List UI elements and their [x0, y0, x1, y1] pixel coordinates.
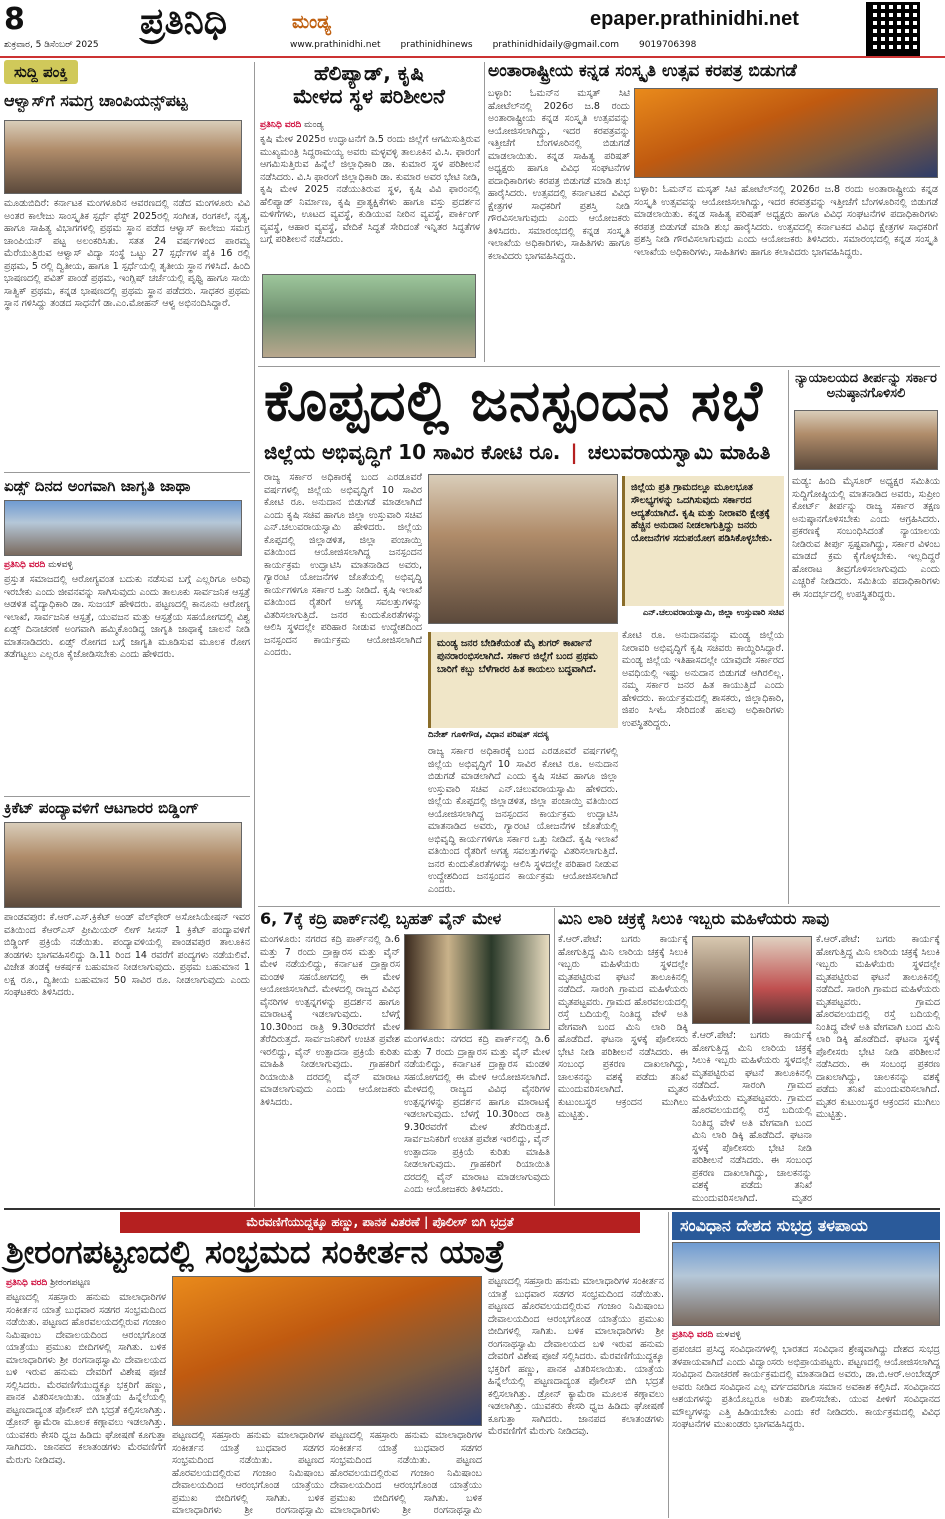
story-headline: ನ್ಯಾಯಾಲಯದ ತೀರ್ಪನ್ನು ಸರ್ಕಾರ ಅನುಷ್ಠಾನಗೊಳಿಸಲಿ	[795, 371, 937, 401]
headline-line: ಹೆಲಿಪ್ಯಾಡ್, ಕೃಷಿ	[313, 61, 425, 85]
dateline-place: ಮಳವಳ್ಳಿ	[716, 1330, 741, 1340]
story-headline: ಮಿನಿ ಲಾರಿ ಚಕ್ರಕ್ಕೆ ಸಿಲುಕಿ ಇಬ್ಬರು ಮಹಿಳೆಯರು ಸಾವು	[558, 909, 830, 928]
story-body-continued: ರಾಜ್ಯ ಸರ್ಕಾರ ಅಧಿಕಾರಕ್ಕೆ ಬಂದ ಎರಡೂವರೆ ವರ್ಷಗಳಲ್ಲಿ ಜಿಲ್ಲೆಯ ಅಭಿವೃದ್ಧಿಗೆ 10 ಸಾವಿರ ಕೋಟಿ ರೂ. ಅನುದಾನ ಬಿಡುಗಡೆ ಮಾಡಲಾಗಿದೆ ಎಂದು ಕೃಷಿ ಸಚಿವ ಹಾಗೂ ಜಿಲ್ಲಾ ಉಸ್ತುವಾರಿ ಸಚಿವ ಎನ್.ಚಲುವರಾಯಸ್ವಾಮಿ ಹೇಳಿದರು. ಜಿಲ್ಲೆಯ ಕೊಪ್ಪದಲ್ಲಿ ಜಿಲ್ಲಾಡಳಿತ, ಜಿಲ್ಲಾ ಪಂಚಾಯ್ತಿ ವತಿಯಿಂದ ಆಯೋಜಿಸಲಾಗಿದ್ದ ಜನಸ್ಪಂದನ ಕಾರ್ಯಕ್ರಮ ಉದ್ಘಾಟಿಸಿ ಮಾತನಾಡಿದ ಅವರು, ಗ್ಯಾರಂಟಿ ಯೋಜನೆಗಳ ಜೊತೆಯಲ್ಲಿ ಅಭಿವೃದ್ಧಿ ಕಾರ್ಯಗಳಿಗೂ ಸರ್ಕಾರ ಒತ್ತು ನೀಡಿದೆ. ಕೃಷಿ ಇಲಾಖೆ ವತಿಯಿಂದ ರೈತರಿಗೆ ಅಗತ್ಯ ಸವಲತ್ತುಗಳನ್ನು ವಿತರಿಸಲಾಗುತ್ತಿದೆ. ಜನರ ಕುಂದುಕೊರತೆಗಳನ್ನು ಆಲಿಸಿ ಸ್ಥಳದಲ್ಲೇ ಪರಿಹಾರ ನೀಡುವ ಉದ್ದೇಶದಿಂದ ಜನಸ್ಪಂದನ ಕಾರ್ಯಕ್ರಮ ಆಯೋಜಿಸಲಾಗಿದೆ ಎಂದರು.	[428, 746, 618, 895]
social-handle[interactable]: prathinidhinews	[400, 40, 473, 50]
story-headline: ಸಂವಿಧಾನ ದೇಶದ ಸುಭದ್ರ ತಳಪಾಯ	[672, 1212, 940, 1240]
news-photo	[4, 500, 242, 556]
column-rule	[668, 1212, 669, 1518]
story-body: ಮೂಡುಬಿದಿರೆ: ಕರ್ನಾಟಕ ಮಂಗಳೂರಿನ ಆವರಣದಲ್ಲಿ ನಡೆದ ಮಂಗಳೂರು ವಿವಿ ಅಂತರ ಕಾಲೇಜು ಸಾಂಸ್ಕೃತಿಕ ಸ್ಪರ್ಧೆ ಫೆಸ್ಟ್ 2025ರಲ್ಲಿ ಸಂಗೀತ, ರಂಗಕಲೆ, ನೃತ್ಯ, ಹಾಗೂ ಸಾಹಿತ್ಯ ವಿಭಾಗಗಳಲ್ಲಿ ಪ್ರಥಮ ಸ್ಥಾನ ಪಡೆದ ಆಳ್ವಾಸ್ ಕಾಲೇಜು ಸಮಗ್ರ ಚಾಂಪಿಯನ್ ಪಟ್ಟ ಅಲಂಕರಿಸಿತು. ಸತತ 24 ವರ್ಷಗಳಿಂದ ಪಾರಮ್ಯ ಮೆರೆಯುತ್ತಿರುವ ಆಳ್ವಾಸ್ ವಿದ್ಯಾ ಸಂಸ್ಥೆ ಒಟ್ಟು 27 ಸ್ಪರ್ಧೆಗಳ ಪೈಕಿ 16 ರಲ್ಲಿ ಪ್ರಥಮ, 5 ರಲ್ಲಿ ದ್ವಿತೀಯ, ಹಾಗೂ 1 ಸ್ಪರ್ಧೆಯಲ್ಲಿ ತೃತೀಯ ಸ್ಥಾನ ಗಳಿಸಿದೆ. ಹಿಂದಿ ಭಾಷಣದಲ್ಲಿ ಪವಿತ್ ಪಾಂಡೆ ಪ್ರಥಮ, ಇಂಗ್ಲಿಷ್ ಚರ್ಚೆಯಲ್ಲಿ ಪೃಥ್ವಿ ಹಾಗೂ ಸಾಯಿ ಸಾತ್ವಿಕ್ ಪ್ರಥಮ, ಕನ್ನಡ ಭಾಷಣದಲ್ಲಿ ಪ್ರಥಮ ಸ್ಥಾನ ಪಡೆದರು. ಸಾಧಕರ ಪ್ರಥಮ ಸ್ಥಾನ ಗಳಿಸಿದ್ದು ತಂಡದ ಸಾಧನೆಗೆ ಡಾ.ಎಂ.ಮೋಹನ್ ಆಳ್ವ ಅಭಿನಂದಿಸಿದ್ದಾರೆ.	[4, 198, 250, 310]
story-body-continued: ಪಟ್ಟಣದಲ್ಲಿ ಸಹಸ್ರಾರು ಹನುಮ ಮಾಲಾಧಾರಿಗಳ ಸಂಕೀರ್ತನ ಯಾತ್ರೆ ಬುಧವಾರ ಸಡಗರ ಸಂಭ್ರಮದಿಂದ ನಡೆಯಿತು. ಪಟ್ಟಣದ ಹೊರವಲಯದಲ್ಲಿರುವ ಗಂಜಾಂ ನಿಮಿಷಾಂಬ ದೇವಾಲಯದಿಂದ ಆರಂಭಗೊಂಡ ಯಾತ್ರೆಯು ಪ್ರಮುಖ ಬೀದಿಗಳಲ್ಲಿ ಸಾಗಿತು. ಬಳಿಕ ಮಾಲಾಧಾರಿಗಳು ಶ್ರೀ ರಂಗನಾಥಸ್ವಾಮಿ	[172, 1430, 324, 1516]
divider	[4, 472, 250, 473]
story-body: ಕೆ.ಆರ್.ಪೇಟೆ: ಬಗರು ಕಾರ್ಯಕ್ಕೆ ಹೋಗುತ್ತಿದ್ದ ಮಿನಿ ಲಾರಿಯ ಚಕ್ರಕ್ಕೆ ಸಿಲುಕಿ ಇಬ್ಬರು ಮಹಿಳೆಯರು ಸ್ಥಳದಲ್ಲೇ ಮೃತಪಟ್ಟಿರುವ ಘಟನೆ ತಾಲೂಕಿನಲ್ಲಿ ನಡೆದಿದೆ. ಸಾರಂಗಿ ಗ್ರಾಮದ ಮಹಿಳೆಯರು ಮೃತಪಟ್ಟವರು. ಗ್ರಾಮದ ಹೊರವಲಯದಲ್ಲಿ ರಸ್ತೆ ಬದಿಯಲ್ಲಿ ನಿಂತಿದ್ದ ವೇಳೆ ಅತಿ ವೇಗವಾಗಿ ಬಂದ ಮಿನಿ ಲಾರಿ ಡಿಕ್ಕಿ ಹೊಡೆದಿದೆ. ಘಟನಾ ಸ್ಥಳಕ್ಕೆ ಪೊಲೀಸರು ಭೇಟಿ ನೀಡಿ ಪರಿಶೀಲನೆ ನಡೆಸಿದರು. ಈ ಸಂಬಂಧ ಪ್ರಕರಣ ದಾಖಲಾಗಿದ್ದು, ಚಾಲಕನನ್ನು ವಶಕ್ಕೆ ಪಡೆದು ತನಿಖೆ ಮುಂದುವರಿಸಲಾಗಿದೆ. ಮೃತರ ಕುಟುಂಬಸ್ಥರ ಆಕ್ರಂದನ ಮುಗಿಲು ಮುಟ್ಟಿತ್ತು.	[558, 934, 688, 1121]
wine-photo	[404, 934, 550, 1030]
quote-author: ದಿನೇಶ್ ಗೂಳಿಗೌಡ, ವಿಧಾನ ಪರಿಷತ್ ಸದಸ್ಯ	[428, 730, 549, 740]
story-body: ಪ್ರಪಂಚದ ಪ್ರಸಿದ್ಧ ಸಂವಿಧಾನಗಳಲ್ಲಿ ಭಾರತದ ಸಂವಿಧಾನ ಶ್ರೇಷ್ಠವಾಗಿದ್ದು ದೇಶದ ಸುಭದ್ರ ತಳಪಾಯವಾಗಿದೆ ಎಂದು ವಿದ್ವಾಂಸರು ಅಭಿಪ್ರಾಯಪಟ್ಟರು. ಪಟ್ಟಣದಲ್ಲಿ ಆಯೋಜಿಸಲಾಗಿದ್ದ ಸಂವಿಧಾನ ದಿನಾಚರಣೆ ಕಾರ್ಯಕ್ರಮದಲ್ಲಿ ಮಾತನಾಡಿದ ಅವರು, ಡಾ.ಬಿ.ಆರ್.ಅಂಬೇಡ್ಕರ್ ಅವರು ನೀಡಿದ ಸಂವಿಧಾನ ಎಲ್ಲ ವರ್ಗದವರಿಗೂ ಸಮಾನ ಅವಕಾಶ ಕಲ್ಪಿಸಿದೆ. ಸಂವಿಧಾನದ ಆಶಯಗಳನ್ನು ಪ್ರತಿಯೊಬ್ಬರೂ ಅರಿತು ಪಾಲಿಸಬೇಕು. ಯುವ ಪೀಳಿಗೆ ಸಂವಿಧಾನದ ಮೌಲ್ಯಗಳನ್ನು ಎತ್ತಿ ಹಿಡಿಯಬೇಕು ಎಂದು ಕರೆ ನೀಡಿದರು. ಕಾರ್ಯಕ್ರಮದಲ್ಲಿ ವಿವಿಧ ಸಂಘಟನೆಗಳ ಮುಖಂಡರು ಭಾಗವಹಿಸಿದ್ದರು.	[672, 1344, 940, 1431]
reporter-credit: ಪ್ರತಿನಿಧಿ ವರದಿ	[4, 560, 46, 570]
story-body: ಪ್ರಸ್ತುತ ಸಮಾಜದಲ್ಲಿ ಆರೋಗ್ಯವಂತ ಬದುಕು ನಡೆಸುವ ಬಗ್ಗೆ ಎಲ್ಲರಿಗೂ ಅರಿವು ಇರಬೇಕು ಎಂದು ಜೀವನವನ್ನು ಸಾಗಿಸುವುದು ಎಂದು ತಾಲೂಕು ಸಾರ್ವಜನಿಕ ಆಸ್ಪತ್ರೆ ಆಡಳಿತ ವೈದ್ಯಾಧಿಕಾರಿ ಡಾ. ಸುಜಯ್ ಹೇಳಿದರು. ಪಟ್ಟಣದಲ್ಲಿ ಕಾನೂನು ಆರೋಗ್ಯ ಇಲಾಖೆ, ಸಾರ್ವಜನಿಕ ಆಸ್ಪತ್ರೆ, ಯುವಜನ ಮತ್ತು ಆಸ್ಪತ್ರೆಯ ಸಹಯೋಗದಲ್ಲಿ ವಿಶ್ವ ಏಡ್ಸ್ ದಿನಾಚರಣೆ ಅಂಗವಾಗಿ ಹಮ್ಮಿಕೊಂಡಿದ್ದ ಜಾಗೃತಿ ಜಾಥಾಕ್ಕೆ ಚಾಲನೆ ನೀಡಿ ಮಾತನಾಡಿದರು. ಏಡ್ಸ್ ರೋಗದ ಬಗ್ಗೆ ಜಾಗೃತಿ ಮೂಡಿಸುವ ಮೂಲಕ ರೋಗ ತಡೆಗಟ್ಟಲು ಎಲ್ಲರೂ ಕೈಜೋಡಿಸಬೇಕು ಎಂದು ಹೇಳಿದರು.	[4, 574, 250, 661]
story-body-continued: ಬಳ್ಳಾರಿ: ಓಮನ್‌ನ ಮಸ್ಕತ್ ಸಿಟಿ ಹೋಟೆಲ್‌ನಲ್ಲಿ 2026ರ ಜ.8 ರಂದು ಅಂತಾರಾಷ್ಟ್ರೀಯ ಕನ್ನಡ ಸಂಸ್ಕೃತಿ ಉತ್ಸವವನ್ನು ಆಯೋಜಿಸಲಾಗಿದ್ದು, ಇದರ ಕರಪತ್ರವನ್ನು ಇತ್ತೀಚೆಗೆ ಬೆಂಗಳೂರಿನಲ್ಲಿ ಬಿಡುಗಡೆ ಮಾಡಲಾಯಿತು. ಕನ್ನಡ ಸಾಹಿತ್ಯ ಪರಿಷತ್ ಅಧ್ಯಕ್ಷರು ಹಾಗೂ ವಿವಿಧ ಸಂಘಟನೆಗಳ ಪದಾಧಿಕಾರಿಗಳು ಕರಪತ್ರ ಬಿಡುಗಡೆ ಮಾಡಿ ಶುಭ ಹಾರೈಸಿದರು. ಉತ್ಸವದಲ್ಲಿ ಕರ್ನಾಟಕದ ವಿವಿಧ ಕ್ಷೇತ್ರಗಳ ಸಾಧಕರಿಗೆ ಪ್ರಶಸ್ತಿ ನೀಡಿ ಗೌರವಿಸಲಾಗುವುದು ಎಂದು ಆಯೋಜಕರು ತಿಳಿಸಿದರು. ಸಮಾರಂಭದಲ್ಲಿ ಕನ್ನಡ ಸಂಸ್ಕೃತಿ ಇಲಾಖೆಯ ಅಧಿಕಾರಿಗಳು, ಸಾಹಿತಿಗಳು ಹಾಗೂ ಕಲಾವಿದರು ಭಾಗವಹಿಸಿದ್ದರು.	[634, 184, 938, 258]
subhead-left: ಜಿಲ್ಲೆಯ ಅಭಿವೃದ್ಧಿಗೆ 10 ಸಾವಿರ ಕೋಟಿ ರೂ.	[264, 440, 561, 464]
news-photo	[4, 822, 242, 908]
section-tag: ಸುದ್ದಿ ಪಂಕ್ತಿ	[4, 60, 78, 84]
story-body-continued: ಕೆ.ಆರ್.ಪೇಟೆ: ಬಗರು ಕಾರ್ಯಕ್ಕೆ ಹೋಗುತ್ತಿದ್ದ ಮಿನಿ ಲಾರಿಯ ಚಕ್ರಕ್ಕೆ ಸಿಲುಕಿ ಇಬ್ಬರು ಮಹಿಳೆಯರು ಸ್ಥಳದಲ್ಲೇ ಮೃತಪಟ್ಟಿರುವ ಘಟನೆ ತಾಲೂಕಿನಲ್ಲಿ ನಡೆದಿದೆ. ಸಾರಂಗಿ ಗ್ರಾಮದ ಮಹಿಳೆಯರು ಮೃತಪಟ್ಟವರು. ಗ್ರಾಮದ ಹೊರವಲಯದಲ್ಲಿ ರಸ್ತೆ ಬದಿಯಲ್ಲಿ ನಿಂತಿದ್ದ ವೇಳೆ ಅತಿ ವೇಗವಾಗಿ ಬಂದ ಮಿನಿ ಲಾರಿ ಡಿಕ್ಕಿ ಹೊಡೆದಿದೆ. ಘಟನಾ ಸ್ಥಳಕ್ಕೆ ಪೊಲೀಸರು ಭೇಟಿ ನೀಡಿ ಪರಿಶೀಲನೆ ನಡೆಸಿದರು. ಈ ಸಂಬಂಧ ಪ್ರಕರಣ ದಾಖಲಾಗಿದ್ದು, ಚಾಲಕನನ್ನು ವಶಕ್ಕೆ ಪಡೆದು ತನಿಖೆ ಮುಂದುವರಿಸಲಾಗಿದೆ. ಮೃತರ ಕುಟುಂಬಸ್ಥರ ಆಕ್ರಂದನ ಮುಗಿಲು ಮುಟ್ಟಿತ್ತು.	[816, 934, 940, 1121]
page-number: 8	[4, 2, 25, 37]
story-body-continued: ಕೋಟಿ ರೂ. ಅನುದಾನವನ್ನು ಮಂಡ್ಯ ಜಿಲ್ಲೆಯ ನೀರಾವರಿ ಅಭಿವೃದ್ಧಿಗೆ ಕೃಷಿ ಸಚಿವರು ಕಾಯ್ದಿರಿಸಿದ್ದಾರೆ. ಮಂಡ್ಯ ಜಿಲ್ಲೆಯ ಇತಿಹಾಸದಲ್ಲೇ ಯಾವುದೇ ಸರ್ಕಾರದ ಅವಧಿಯಲ್ಲಿ ಇಷ್ಟು ಅನುದಾನ ಬಿಡುಗಡೆ ಆಗಿರಲಿಲ್ಲ. ನಮ್ಮ ಸರ್ಕಾರ ಜನರ ಹಿತ ಕಾಯುತ್ತಿದೆ ಎಂದು ಹೇಳಿದರು. ಕಾರ್ಯಕ್ರಮದಲ್ಲಿ ಶಾಸಕರು, ಜಿಲ್ಲಾಧಿಕಾರಿ, ಜಿಪಂ ಸಿಇಓ ಸೇರಿದಂತೆ ಹಲವು ಅಧಿಕಾರಿಗಳು ಉಪಸ್ಥಿತರಿದ್ದರು.	[622, 630, 784, 729]
divider	[4, 796, 250, 797]
story-body: ಪಾಂಡವಪುರ: ಕೆ.ಆರ್.ಎಸ್.ಕ್ರಿಕೆಟ್ ಅಂಡ್ ವೆಲ್‌ಫೇರ್ ಅಸೋಸಿಯೇಷನ್ ಇವರ ವತಿಯಿಂದ ಕೆಆರ್‌ಎಸ್ ಪ್ರೀಮಿಯರ್ ಲೀಗ್ ಸೀಸನ್ 1 ಕ್ರಿಕೆಟ್ ಪಂದ್ಯಾವಳಿಗೆ ಬಿಡ್ಡಿಂಗ್ ಪ್ರಕ್ರಿಯೆ ನಡೆಯಿತು. ಪಂದ್ಯಾವಳಿಯಲ್ಲಿ ಪಾಂಡವಪುರ ತಾಲೂಕಿನ ತಂಡಗಳು ಭಾಗವಹಿಸಲಿದ್ದು ಡಿ.11 ರಿಂದ 14 ರವರೆಗೆ ಪಂದ್ಯಗಳು ನಡೆಯಲಿವೆ. ವಿಜೇತ ತಂಡಕ್ಕೆ ಆಕರ್ಷಕ ಬಹುಮಾನ ನೀಡಲಾಗುವುದು. ಪ್ರಥಮ ಬಹುಮಾನ 1 ಲಕ್ಷ ರೂ., ದ್ವಿತೀಯ ಬಹುಮಾನ 50 ಸಾವಿರ ರೂ. ನೀಡಲಾಗುವುದು ಎಂದು ಸಂಘಟಕರು ತಿಳಿಸಿದರು.	[4, 912, 250, 999]
story-body-continued: ಮಂಗಳೂರು: ನಗರದ ಕದ್ರಿ ಪಾರ್ಕ್‌ನಲ್ಲಿ ಡಿ.6 ಮತ್ತು 7 ರಂದು ದ್ರಾಕ್ಷಾರಸ ಮತ್ತು ವೈನ್ ಮೇಳ ನಡೆಯಲಿದ್ದು, ಕರ್ನಾಟಕ ದ್ರಾಕ್ಷಾರಸ ಮಂಡಳಿ ಸಹಯೋಗದಲ್ಲಿ ಈ ಮೇಳ ಆಯೋಜಿಸಲಾಗಿದೆ. ಮೇಳದಲ್ಲಿ ರಾಜ್ಯದ ವಿವಿಧ ವೈನರಿಗಳ ಉತ್ಪನ್ನಗಳನ್ನು ಪ್ರದರ್ಶನ ಹಾಗೂ ಮಾರಾಟಕ್ಕೆ ಇಡಲಾಗುವುದು. ಬೆಳಗ್ಗೆ 10.30ರಿಂದ ರಾತ್ರಿ 9.30ರವರೆಗೆ ಮೇಳ ತೆರೆದಿರುತ್ತದೆ. ಸಾರ್ವಜನಿಕರಿಗೆ ಉಚಿತ ಪ್ರವೇಶ ಇರಲಿದ್ದು, ವೈನ್ ಉತ್ಪಾದನಾ ಪ್ರಕ್ರಿಯೆ ಕುರಿತು ಮಾಹಿತಿ ನೀಡಲಾಗುವುದು. ಗ್ರಾಹಕರಿಗೆ ರಿಯಾಯಿತಿ ದರದಲ್ಲಿ ವೈನ್ ಮಾರಾಟ ಮಾಡಲಾಗುವುದು ಎಂದು ಆಯೋಜಕರು ತಿಳಿಸಿದರು.	[404, 1034, 550, 1196]
procession-photo	[172, 1276, 482, 1426]
masthead	[0, 0, 945, 58]
story-body-continued: ಪಟ್ಟಣದಲ್ಲಿ ಸಹಸ್ರಾರು ಹನುಮ ಮಾಲಾಧಾರಿಗಳ ಸಂಕೀರ್ತನ ಯಾತ್ರೆ ಬುಧವಾರ ಸಡಗರ ಸಂಭ್ರಮದಿಂದ ನಡೆಯಿತು. ಪಟ್ಟಣದ ಹೊರವಲಯದಲ್ಲಿರುವ ಗಂಜಾಂ ನಿಮಿಷಾಂಬ ದೇವಾಲಯದಿಂದ ಆರಂಭಗೊಂಡ ಯಾತ್ರೆಯು ಪ್ರಮುಖ ಬೀದಿಗಳಲ್ಲಿ ಸಾಗಿತು. ಬಳಿಕ ಮಾಲಾಧಾರಿಗಳು ಶ್ರೀ ರಂಗನಾಥಸ್ವಾಮಿ ದೇವಾಲಯದ ಬಳಿ ಇರುವ ಹನುಮ ದೇವರಿಗೆ ವಿಶೇಷ ಪೂಜೆ ಸಲ್ಲಿಸಿದರು. ಮೆರವಣಿಗೆಯುದ್ದಕ್ಕೂ ಭಕ್ತರಿಗೆ ಹಣ್ಣು, ಪಾನಕ ವಿತರಿಸಲಾಯಿತು. ಯಾತ್ರೆಯ ಹಿನ್ನೆಲೆಯಲ್ಲಿ ಪಟ್ಟಣದಾದ್ಯಂತ ಪೊಲೀಸ್ ಬಿಗಿ ಭದ್ರತೆ ಕಲ್ಪಿಸಲಾಗಿತ್ತು. ಡ್ರೋನ್ ಕ್ಯಾಮೆರಾ ಮೂಲಕ ಕಣ್ಗಾವಲು ಇಡಲಾಗಿತ್ತು. ಯುವಕರು ಕೇಸರಿ ಧ್ವಜ ಹಿಡಿದು ಘೋಷಣೆ ಕೂಗುತ್ತಾ ಸಾಗಿದರು. ಜಾನಪದ ಕಲಾತಂಡಗಳು ಮೆರವಣಿಗೆಗೆ ಮೆರುಗು ನೀಡಿದವು.	[488, 1276, 664, 1438]
dateline	[260, 120, 482, 130]
story-body: ರಾಜ್ಯ ಸರ್ಕಾರ ಅಧಿಕಾರಕ್ಕೆ ಬಂದ ಎರಡೂವರೆ ವರ್ಷಗಳಲ್ಲಿ ಜಿಲ್ಲೆಯ ಅಭಿವೃದ್ಧಿಗೆ 10 ಸಾವಿರ ಕೋಟಿ ರೂ. ಅನುದಾನ ಬಿಡುಗಡೆ ಮಾಡಲಾಗಿದೆ ಎಂದು ಕೃಷಿ ಸಚಿವ ಹಾಗೂ ಜಿಲ್ಲಾ ಉಸ್ತುವಾರಿ ಸಚಿವ ಎನ್.ಚಲುವರಾಯಸ್ವಾಮಿ ಹೇಳಿದರು. ಜಿಲ್ಲೆಯ ಕೊಪ್ಪದಲ್ಲಿ ಜಿಲ್ಲಾಡಳಿತ, ಜಿಲ್ಲಾ ಪಂಚಾಯ್ತಿ ವತಿಯಿಂದ ಆಯೋಜಿಸಲಾಗಿದ್ದ ಜನಸ್ಪಂದನ ಕಾರ್ಯಕ್ರಮ ಉದ್ಘಾಟಿಸಿ ಮಾತನಾಡಿದ ಅವರು, ಗ್ಯಾರಂಟಿ ಯೋಜನೆಗಳ ಜೊತೆಯಲ್ಲಿ ಅಭಿವೃದ್ಧಿ ಕಾರ್ಯಗಳಿಗೂ ಸರ್ಕಾರ ಒತ್ತು ನೀಡಿದೆ. ಕೃಷಿ ಇಲಾಖೆ ವತಿಯಿಂದ ರೈತರಿಗೆ ಅಗತ್ಯ ಸವಲತ್ತುಗಳನ್ನು ವಿತರಿಸಲಾಗುತ್ತಿದೆ. ಜನರ ಕುಂದುಕೊರತೆಗಳನ್ನು ಆಲಿಸಿ ಸ್ಥಳದಲ್ಲೇ ಪರಿಹಾರ ನೀಡುವ ಉದ್ದೇಶದಿಂದ ಜನಸ್ಪಂದನ ಕಾರ್ಯಕ್ರಮ ಆಯೋಜಿಸಲಾಗಿದೆ ಎಂದರು.	[264, 472, 422, 659]
divider	[4, 1208, 940, 1210]
story-headline: ಕ್ರಿಕೆಟ್ ಪಂದ್ಯಾವಳಿಗೆ ಆಟಗಾರರ ಬಿಡ್ಡಿಂಗ್	[4, 799, 200, 817]
column-rule	[554, 908, 555, 1206]
subhead-right: ಚಲುವರಾಯಸ್ವಾಮಿ ಮಾಹಿತಿ	[587, 440, 771, 464]
dateline-place: ಶ್ರೀರಂಗಪಟ್ಟಣ	[50, 1278, 91, 1288]
reporter-credit: ಪ್ರತಿನಿಧಿ ವರದಿ	[6, 1278, 48, 1288]
lead-headline: ಕೊಪ್ಪದಲ್ಲಿ ಜನಸ್ಪಂದನ ಸಭೆ	[264, 368, 764, 434]
section-tag-box	[4, 62, 104, 81]
qr-code-icon[interactable]	[866, 2, 920, 56]
story-body: ಮಡ್ಯ: ಹಿಂದಿ ಮೈಸೂರ್ ಅಧ್ಯಕ್ಷರ ಸಮಿತಿಯ ಸುದ್ದಿಗೋಷ್ಠಿಯಲ್ಲಿ ಮಾತನಾಡಿದ ಅವರು, ಸುಪ್ರೀಂ ಕೋರ್ಟ್ ತೀರ್ಪನ್ನು ರಾಜ್ಯ ಸರ್ಕಾರ ತಕ್ಷಣ ಅನುಷ್ಠಾನಗೊಳಿಸಬೇಕು ಎಂದು ಆಗ್ರಹಿಸಿದರು. ಪ್ರಕರಣಕ್ಕೆ ಸಂಬಂಧಿಸಿದಂತೆ ನ್ಯಾಯಾಲಯ ನೀಡಿರುವ ತೀರ್ಪು ಸ್ಪಷ್ಟವಾಗಿದ್ದು, ಸರ್ಕಾರ ವಿಳಂಬ ಮಾಡದೆ ಕ್ರಮ ಕೈಗೊಳ್ಳಬೇಕು. ಇಲ್ಲದಿದ್ದರೆ ಹೋರಾಟ ತೀವ್ರಗೊಳಿಸಲಾಗುವುದು ಎಂದು ಎಚ್ಚರಿಕೆ ನೀಡಿದರು. ಸಮಿತಿಯ ಪದಾಧಿಕಾರಿಗಳು ಈ ಸಂದರ್ಭದಲ್ಲಿ ಉಪಸ್ಥಿತರಿದ್ದರು.	[792, 476, 940, 600]
divider	[258, 906, 940, 907]
story-body: ಬಳ್ಳಾರಿ: ಓಮನ್‌ನ ಮಸ್ಕತ್ ಸಿಟಿ ಹೋಟೆಲ್‌ನಲ್ಲಿ 2026ರ ಜ.8 ರಂದು ಅಂತಾರಾಷ್ಟ್ರೀಯ ಕನ್ನಡ ಸಂಸ್ಕೃತಿ ಉತ್ಸವವನ್ನು ಆಯೋಜಿಸಲಾಗಿದ್ದು, ಇದರ ಕರಪತ್ರವನ್ನು ಇತ್ತೀಚೆಗೆ ಬೆಂಗಳೂರಿನಲ್ಲಿ ಬಿಡುಗಡೆ ಮಾಡಲಾಯಿತು. ಕನ್ನಡ ಸಾಹಿತ್ಯ ಪರಿಷತ್ ಅಧ್ಯಕ್ಷರು ಹಾಗೂ ವಿವಿಧ ಸಂಘಟನೆಗಳ ಪದಾಧಿಕಾರಿಗಳು ಕರಪತ್ರ ಬಿಡುಗಡೆ ಮಾಡಿ ಶುಭ ಹಾರೈಸಿದರು. ಉತ್ಸವದಲ್ಲಿ ಕರ್ನಾಟಕದ ವಿವಿಧ ಕ್ಷೇತ್ರಗಳ ಸಾಧಕರಿಗೆ ಪ್ರಶಸ್ತಿ ನೀಡಿ ಗೌರವಿಸಲಾಗುವುದು ಎಂದು ಆಯೋಜಕರು ತಿಳಿಸಿದರು. ಸಮಾರಂಭದಲ್ಲಿ ಕನ್ನಡ ಸಂಸ್ಕೃತಿ ಇಲಾಖೆಯ ಅಧಿಕಾರಿಗಳು, ಸಾಹಿತಿಗಳು ಹಾಗೂ ಕಲಾವಿದರು ಭಾಗವಹಿಸಿದ್ದರು.	[488, 88, 630, 262]
divider	[258, 366, 940, 367]
story-kicker: ಮೆರವಣಿಗೆಯುದ್ದಕ್ಕೂ ಹಣ್ಣು, ಪಾನಕ ವಿತರಣೆ | ಪೊಲೀಸ್ ಬಿಗಿ ಭದ್ರತೆ	[120, 1212, 640, 1233]
reporter-credit: ಪ್ರತಿನಿಧಿ ವರದಿ	[672, 1330, 714, 1340]
news-photo	[262, 274, 476, 358]
newspaper-logo: ಪ್ರತಿನಿಧಿ	[140, 0, 228, 42]
dateline	[6, 1278, 166, 1288]
story-headline: ಏಡ್ಸ್ ದಿನದ ಅಂಗವಾಗಿ ಜಾಗೃತಿ ಜಾಥಾ	[4, 477, 191, 495]
story-body: ಮಂಗಳೂರು: ನಗರದ ಕದ್ರಿ ಪಾರ್ಕ್‌ನಲ್ಲಿ ಡಿ.6 ಮತ್ತು 7 ರಂದು ದ್ರಾಕ್ಷಾರಸ ಮತ್ತು ವೈನ್ ಮೇಳ ನಡೆಯಲಿದ್ದು, ಕರ್ನಾಟಕ ದ್ರಾಕ್ಷಾರಸ ಮಂಡಳಿ ಸಹಯೋಗದಲ್ಲಿ ಈ ಮೇಳ ಆಯೋಜಿಸಲಾಗಿದೆ. ಮೇಳದಲ್ಲಿ ರಾಜ್ಯದ ವಿವಿಧ ವೈನರಿಗಳ ಉತ್ಪನ್ನಗಳನ್ನು ಪ್ರದರ್ಶನ ಹಾಗೂ ಮಾರಾಟಕ್ಕೆ ಇಡಲಾಗುವುದು. ಬೆಳಗ್ಗೆ 10.30ರಿಂದ ರಾತ್ರಿ 9.30ರವರೆಗೆ ಮೇಳ ತೆರೆದಿರುತ್ತದೆ. ಸಾರ್ವಜನಿಕರಿಗೆ ಉಚಿತ ಪ್ರವೇಶ ಇರಲಿದ್ದು, ವೈನ್ ಉತ್ಪಾದನಾ ಪ್ರಕ್ರಿಯೆ ಕುರಿತು ಮಾಹಿತಿ ನೀಡಲಾಗುವುದು. ಗ್ರಾಹಕರಿಗೆ ರಿಯಾಯಿತಿ ದರದಲ್ಲಿ ವೈನ್ ಮಾರಾಟ ಮಾಡಲಾಗುವುದು ಎಂದು ಆಯೋಜಕರು ತಿಳಿಸಿದರು.	[260, 934, 400, 1108]
dateline	[4, 560, 250, 570]
subhead-separator: |	[570, 440, 578, 464]
victim-photo	[752, 936, 812, 1024]
lead-subhead	[264, 440, 784, 464]
quote-author: ಎನ್.ಚಲುವರಾಯಸ್ವಾಮಿ, ಜಿಲ್ಲಾ ಉಸ್ತುವಾರಿ ಸಚಿವ	[642, 608, 784, 618]
story-body-continued: ಕೆ.ಆರ್.ಪೇಟೆ: ಬಗರು ಕಾರ್ಯಕ್ಕೆ ಹೋಗುತ್ತಿದ್ದ ಮಿನಿ ಲಾರಿಯ ಚಕ್ರಕ್ಕೆ ಸಿಲುಕಿ ಇಬ್ಬರು ಮಹಿಳೆಯರು ಸ್ಥಳದಲ್ಲೇ ಮೃತಪಟ್ಟಿರುವ ಘಟನೆ ತಾಲೂಕಿನಲ್ಲಿ ನಡೆದಿದೆ. ಸಾರಂಗಿ ಗ್ರಾಮದ ಮಹಿಳೆಯರು ಮೃತಪಟ್ಟವರು. ಗ್ರಾಮದ ಹೊರವಲಯದಲ್ಲಿ ರಸ್ತೆ ಬದಿಯಲ್ಲಿ ನಿಂತಿದ್ದ ವೇಳೆ ಅತಿ ವೇಗವಾಗಿ ಬಂದ ಮಿನಿ ಲಾರಿ ಡಿಕ್ಕಿ ಹೊಡೆದಿದೆ. ಘಟನಾ ಸ್ಥಳಕ್ಕೆ ಪೊಲೀಸರು ಭೇಟಿ ನೀಡಿ ಪರಿಶೀಲನೆ ನಡೆಸಿದರು. ಈ ಸಂಬಂಧ ಪ್ರಕರಣ ದಾಖಲಾಗಿದ್ದು, ಚಾಲಕನನ್ನು ವಶಕ್ಕೆ ಪಡೆದು ತನಿಖೆ ಮುಂದುವರಿಸಲಾಗಿದೆ. ಮೃತರ	[692, 1030, 812, 1204]
news-photo	[4, 120, 242, 194]
news-photo	[672, 1242, 940, 1326]
story-headline	[258, 62, 480, 108]
contact-row	[290, 40, 860, 50]
dateline	[672, 1330, 940, 1340]
story-headline: ಶ್ರೀರಂಗಪಟ್ಟಣದಲ್ಲಿ ಸಂಭ್ರಮದ ಸಂಕೀರ್ತನ ಯಾತ್ರೆ	[6, 1233, 505, 1271]
victim-photo	[692, 936, 750, 1024]
story-headline: ಅಂತಾರಾಷ್ಟ್ರೀಯ ಕನ್ನಡ ಸಂಸ್ಕೃತಿ ಉತ್ಸವ ಕರಪತ್ರ ಬಿಡುಗಡೆ	[488, 61, 797, 81]
edition-district: ಮಂಡ್ಯ	[292, 12, 332, 33]
story-body: ಕೃಷಿ ಮೇಳ 2025ರ ಉದ್ಘಾಟನೆಗೆ ಡಿ.5 ರಂದು ಜಿಲ್ಲೆಗೆ ಆಗಮಿಸುತ್ತಿರುವ ಮುಖ್ಯಮಂತ್ರಿ ಸಿದ್ದರಾಮಯ್ಯ ಅವರು ಮಳ್ಳವಳ್ಳಿ ತಾಲೂಕಿನ ವಿ.ಸಿ. ಫಾರಂಗೆ ಆಗಮಿಸುತ್ತಿರುವ ಹಿನ್ನೆಲೆ ಜಿಲ್ಲಾಧಿಕಾರಿ ಡಾ. ಕುಮಾರ ಸ್ಥಳ ಪರಿಶೀಲನೆ ನಡೆಸಿದರು. ವಿ.ಸಿ ಫಾರಂಗೆ ಜಿಲ್ಲಾಧಿಕಾರಿ ಡಾ. ಕುಮಾರ ಅವರ ಭೇಟಿ ನೀಡಿ, ಕೃಷಿ ಮೇಳ 2025 ನಡೆಯುತಿರುವ ಸ್ಥಳ, ಕೃಷಿ ವಿವಿ ಫಾರಂನಲ್ಲಿ ಹೆಲಿಪ್ಯಾಡ್ ನಿರ್ಮಾಣ, ಕೃಷಿ ಪ್ರಾತ್ಯಕ್ಷಿಕೆಗಳು ಹಾಗೂ ವಸ್ತು ಪ್ರದರ್ಶನ ಮಳಿಗೆಗಳು, ಊಟದ ವ್ಯವಸ್ಥೆ, ಕುಡಿಯುವ ನೀರಿನ ವ್ಯವಸ್ಥೆ, ಪಾರ್ಕಿಂಗ್ ವ್ಯವಸ್ಥೆ, ಆಹಾರ ವ್ಯವಸ್ಥೆ, ವೇದಿಕೆ ಸಿದ್ಧತೆ ಸೇರಿದಂತೆ ಇನ್ನಿತರ ಸಿದ್ಧತೆಗಳ ಬಗ್ಗೆ ಪರಿಶೀಲನೆ ನಡೆಸಿದರು.	[260, 134, 480, 246]
phone-number: 9019706398	[639, 40, 697, 50]
story-headline: 6, 7ಕ್ಕೆ ಕದ್ರಿ ಪಾರ್ಕ್‌ನಲ್ಲಿ ಬೃಹತ್ ವೈನ್ ಮೇಳ	[260, 909, 502, 928]
story-body: ಪಟ್ಟಣದಲ್ಲಿ ಸಹಸ್ರಾರು ಹನುಮ ಮಾಲಾಧಾರಿಗಳ ಸಂಕೀರ್ತನ ಯಾತ್ರೆ ಬುಧವಾರ ಸಡಗರ ಸಂಭ್ರಮದಿಂದ ನಡೆಯಿತು. ಪಟ್ಟಣದ ಹೊರವಲಯದಲ್ಲಿರುವ ಗಂಜಾಂ ನಿಮಿಷಾಂಬ ದೇವಾಲಯದಿಂದ ಆರಂಭಗೊಂಡ ಯಾತ್ರೆಯು ಪ್ರಮುಖ ಬೀದಿಗಳಲ್ಲಿ ಸಾಗಿತು. ಬಳಿಕ ಮಾಲಾಧಾರಿಗಳು ಶ್ರೀ ರಂಗನಾಥಸ್ವಾಮಿ ದೇವಾಲಯದ ಬಳಿ ಇರುವ ಹನುಮ ದೇವರಿಗೆ ವಿಶೇಷ ಪೂಜೆ ಸಲ್ಲಿಸಿದರು. ಮೆರವಣಿಗೆಯುದ್ದಕ್ಕೂ ಭಕ್ತರಿಗೆ ಹಣ್ಣು, ಪಾನಕ ವಿತರಿಸಲಾಯಿತು. ಯಾತ್ರೆಯ ಹಿನ್ನೆಲೆಯಲ್ಲಿ ಪಟ್ಟಣದಾದ್ಯಂತ ಪೊಲೀಸ್ ಬಿಗಿ ಭದ್ರತೆ ಕಲ್ಪಿಸಲಾಗಿತ್ತು. ಡ್ರೋನ್ ಕ್ಯಾಮೆರಾ ಮೂಲಕ ಕಣ್ಗಾವಲು ಇಡಲಾಗಿತ್ತು. ಯುವಕರು ಕೇಸರಿ ಧ್ವಜ ಹಿಡಿದು ಘೋಷಣೆ ಕೂಗುತ್ತಾ ಸಾಗಿದರು. ಜಾನಪದ ಕಲಾತಂಡಗಳು ಮೆರವಣಿಗೆಗೆ ಮೆರುಗು ನೀಡಿದವು.	[6, 1292, 166, 1466]
website-link[interactable]: www.prathinidhi.net	[290, 40, 381, 50]
issue-date: ಶುಕ್ರವಾರ, 5 ಡಿಸೆಂಬರ್ 2025	[4, 40, 99, 50]
pull-quote	[622, 476, 784, 606]
epaper-url[interactable]: epaper.prathinidhi.net	[590, 8, 799, 30]
lead-photo	[428, 474, 618, 624]
headline-line: ಮೇಳದ ಸ್ಥಳ ಪರಿಶೀಲನೆ	[293, 84, 445, 108]
story-body-continued: ಪಟ್ಟಣದಲ್ಲಿ ಸಹಸ್ರಾರು ಹನುಮ ಮಾಲಾಧಾರಿಗಳ ಸಂಕೀರ್ತನ ಯಾತ್ರೆ ಬುಧವಾರ ಸಡಗರ ಸಂಭ್ರಮದಿಂದ ನಡೆಯಿತು. ಪಟ್ಟಣದ ಹೊರವಲಯದಲ್ಲಿರುವ ಗಂಜಾಂ ನಿಮಿಷಾಂಬ ದೇವಾಲಯದಿಂದ ಆರಂಭಗೊಂಡ ಯಾತ್ರೆಯು ಪ್ರಮುಖ ಬೀದಿಗಳಲ್ಲಿ ಸಾಗಿತು. ಬಳಿಕ ಮಾಲಾಧಾರಿಗಳು ಶ್ರೀ ರಂಗನಾಥಸ್ವಾಮಿ	[330, 1430, 482, 1516]
dateline-place: ಮಂಡ್ಯ	[304, 120, 324, 130]
story-headline: ಆಳ್ವಾಸ್‌ಗೆ ಸಮಗ್ರ ಚಾಂಪಿಯನ್ಸ್‌ಪಟ್ಟ	[4, 91, 188, 110]
column-rule	[254, 62, 255, 1207]
column-rule	[788, 370, 789, 904]
column-rule	[484, 62, 485, 362]
news-photo	[794, 410, 938, 470]
news-photo	[634, 88, 938, 178]
email-link[interactable]: prathinidhidaily@gmail.com	[492, 40, 620, 50]
reporter-credit: ಪ್ರತಿನಿಧಿ ವರದಿ	[260, 120, 302, 130]
dateline-place: ಮಳವಳ್ಳಿ	[48, 560, 73, 570]
quote-text: ಜಿಲ್ಲೆಯ ಪ್ರತಿ ಗ್ರಾಮದಲ್ಲೂ ಮೂಲಭೂತ ಸೌಲಭ್ಯಗಳನ್ನು ಒದಗಿಸುವುದು ಸರ್ಕಾರದ ಆದ್ಯತೆಯಾಗಿದೆ. ಕೃಷಿ ಮತ್ತು ನೀರಾವರಿ ಕ್ಷೇತ್ರಕ್ಕೆ ಹೆಚ್ಚಿನ ಅನುದಾನ ನೀಡಲಾಗುತ್ತಿದ್ದು ಜನರು ಯೋಜನೆಗಳ ಸದುಪಯೋಗ ಪಡಿಸಿಕೊಳ್ಳಬೇಕು.	[631, 482, 773, 545]
pull-quote	[428, 632, 618, 728]
quote-text: ಮಂಡ್ಯ ಜನರ ಬೇಡಿಕೆಯಂತೆ ಮೈ ಶುಗರ್ ಕಾರ್ಖಾನೆ ಪುನರಾರಂಭಿಸಲಾಗಿದೆ. ಸರ್ಕಾರ ಜಿಲ್ಲೆಗೆ ಬಂದ ಪ್ರಥಮ ಬಾರಿಗೆ ಕಬ್ಬು ಬೆಳೆಗಾರರ ಹಿತ ಕಾಯಲು ಬದ್ಧವಾಗಿದೆ.	[437, 638, 598, 675]
